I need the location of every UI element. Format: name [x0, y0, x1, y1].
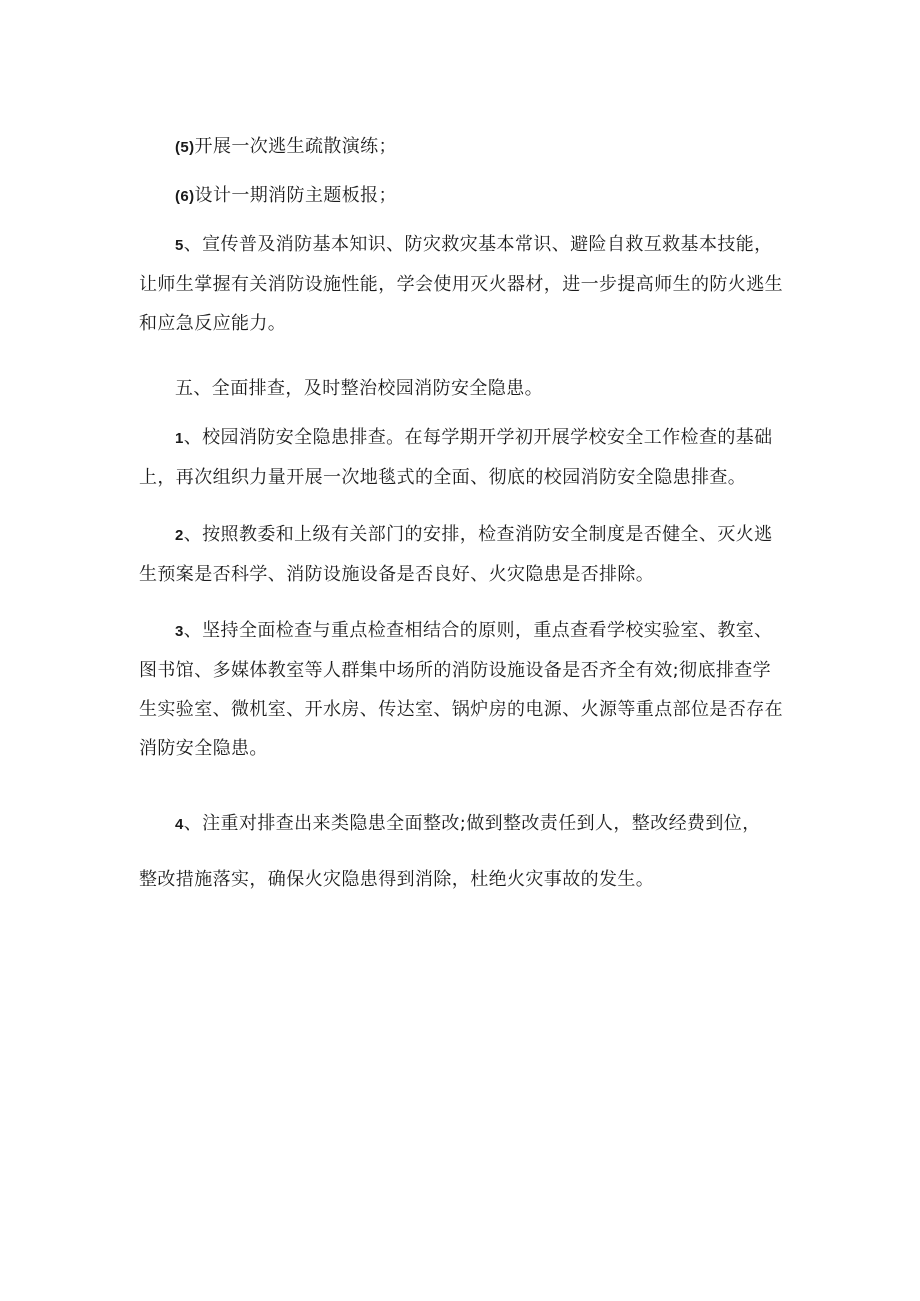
list-item-5 [139, 127, 789, 167]
list-item-6 [139, 176, 789, 216]
paragraph-5 [139, 225, 789, 343]
paragraph-line: 图书馆、多媒体教室等人群集中场所的消防设施设备是否齐全有效;彻底排查学 [139, 660, 772, 681]
paragraph-line: 、按照教委和上级有关部门的安排，检查消防安全制度是否健全、灭火逃 [183, 524, 773, 545]
paragraph-line: 生实验室、微机室、开水房、传达室、锅炉房的电源、火源等重点部位是否存在 [139, 699, 783, 720]
paragraph-line: 、坚持全面检查与重点检查相结合的原则，重点查看学校实验室、教室、 [183, 620, 773, 641]
paragraph-line: 、注重对排查出来类隐患全面整改;做到整改责任到人，整改经费到位， [183, 813, 761, 834]
section-heading-text: 五、全面排查，及时整治校园消防安全隐患。 [175, 378, 543, 399]
paragraph-line: 消防安全隐患。 [139, 738, 268, 759]
paragraph-4-continued [139, 860, 789, 899]
paragraph-number: 3 [175, 623, 184, 640]
item-text: 开展一次逃生疏散演练； [194, 136, 397, 157]
paragraph-1 [139, 418, 789, 497]
paragraph-number: 2 [175, 527, 184, 544]
item-number: (5) [175, 139, 195, 156]
paragraph-3 [139, 611, 789, 768]
item-number: (6) [175, 188, 195, 205]
paragraph-4 [139, 804, 789, 844]
paragraph-line: 让师生掌握有关消防设施性能，学会使用灭火器材，进一步提高师生的防火逃生 [139, 274, 783, 295]
paragraph-number: 5 [175, 237, 184, 254]
paragraph-line: 上，再次组织力量开展一次地毯式的全面、彻底的校园消防安全隐患排查。 [139, 467, 747, 488]
section-heading [139, 369, 789, 408]
paragraph-line: 、校园消防安全隐患排查。在每学期开学初开展学校安全工作检查的基础 [183, 427, 773, 448]
paragraph-line: 生预案是否科学、消防设施设备是否良好、火灾隐患是否排除。 [139, 564, 655, 585]
paragraph-line: 、宣传普及消防基本知识、防灾救灾基本常识、避险自救互救基本技能， [183, 234, 773, 255]
paragraph-number: 4 [175, 816, 184, 833]
item-text: 设计一期消防主题板报； [194, 185, 397, 206]
paragraph-number: 1 [175, 430, 184, 447]
paragraph-line: 整改措施落实，确保火灾隐患得到消除，杜绝火灾事故的发生。 [139, 869, 655, 890]
paragraph-2 [139, 515, 789, 594]
paragraph-line: 和应急反应能力。 [139, 313, 287, 334]
